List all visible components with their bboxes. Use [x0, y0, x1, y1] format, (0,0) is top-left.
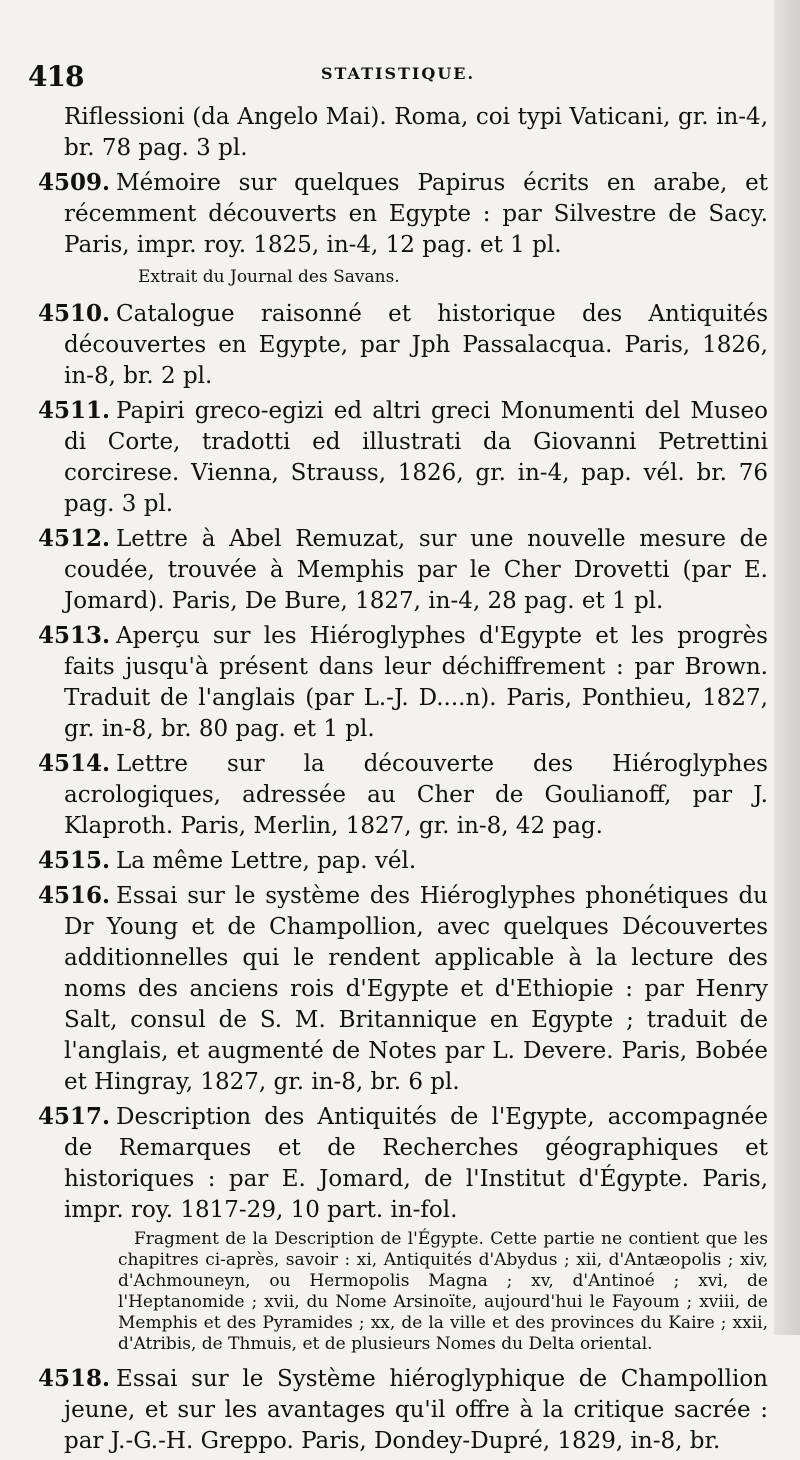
entry-continued — [28, 102, 768, 164]
entry-number: 4517. — [38, 1103, 111, 1130]
entry-text: Papiri greco-egizi ed altri greci Monumenti del Museo di Corte, tradotti ed illustrati da Giovanni Petrettini corcirese. Vienna, Strauss, 1826, gr. in-4, pap. vél. br. 76 pag. 3 pl. — [64, 398, 768, 517]
entry-text: Aperçu sur les Hiéroglyphes d'Egypte et les progrès faits jusqu'à présent dans leur déchiffrement : par Brown. Traduit de l'anglais (par L.-J. D....n). Paris, Ponthieu, 1827, gr. in-8, br. 80 pag. et 1 pl. — [64, 623, 768, 742]
entry-number: 4514. — [38, 750, 111, 777]
entry-4518 — [28, 1363, 768, 1457]
entry-4509 — [28, 167, 768, 261]
entry-4510 — [28, 298, 768, 392]
entry-number: 4509. — [38, 169, 111, 196]
entry-note: Extrait du Journal des Savans. — [138, 267, 400, 287]
entry-4517 — [28, 1101, 768, 1226]
entry-text: Lettre sur la découverte des Hiéroglyphes acrologiques, adressée au Cher de Goulianoff, par J. Klaproth. Paris, Merlin, 1827, gr. in-8, 42 pag. — [64, 751, 768, 839]
entry-text: Riflessioni (da Angelo Mai). Roma, coi typi Vaticani, gr. in-4, br. 78 pag. 3 pl. — [64, 104, 768, 161]
entry-number: 4510. — [38, 300, 111, 327]
entry-4514 — [28, 748, 768, 842]
entry-number: 4513. — [38, 622, 111, 649]
entry-4516 — [28, 880, 768, 1098]
entry-4513 — [28, 620, 768, 745]
book-page — [28, 50, 768, 1460]
entry-text: Lettre à Abel Remuzat, sur une nouvelle mesure de coudée, trouvée à Memphis par le Cher Drovetti (par E. Jomard). Paris, De Bure, 1827, in-4, 28 pag. et 1 pl. — [64, 526, 768, 614]
bibliography-entries — [28, 102, 768, 1457]
entry-number: 4516. — [38, 882, 111, 909]
entry-text: La même Lettre, pap. vél. — [116, 848, 417, 874]
entry-text: Catalogue raisonné et historique des Antiquités découvertes en Egypte, par Jph Passalacqua. Paris, 1826, in-8, br. 2 pl. — [64, 301, 768, 389]
scan-edge — [774, 0, 800, 1335]
entry-text: Essai sur le Système hiéroglyphique de Champollion jeune, et sur les avantages qu'il offre à la critique sacrée : par J.-G.-H. Greppo. Paris, Dondey-Dupré, 1829, in-8, br. — [64, 1366, 768, 1454]
entry-4515 — [28, 845, 768, 877]
running-title: STATISTIQUE. — [320, 64, 476, 83]
entry-text: Description des Antiquités de l'Egypte, accompagnée de Remarques et de Recherches géographiques et historiques : par E. Jomard, de l'Institut d'Égypte. Paris, impr. roy. 1817-29, 10 part. in-fol. — [64, 1104, 768, 1223]
page-header — [28, 50, 768, 96]
entry-number: 4518. — [38, 1365, 111, 1392]
entry-4512 — [28, 523, 768, 617]
entry-text: Mémoire sur quelques Papirus écrits en arabe, et récemment découverts en Egypte : par Silvestre de Sacy. Paris, impr. roy. 1825, in-4, 12 pag. et 1 pl. — [64, 170, 768, 258]
entry-number: 4512. — [38, 525, 111, 552]
entry-note: Fragment de la Description de l'Égypte. Cette partie ne contient que les chapitres ci-après, savoir : xi, Antiquités d'Abydus ; xii, d'Antæopolis ; xiv, d'Achmouneyn, ou Hermopolis Magna ; xv, d'Antinoé ; xvi, de l'Heptanomide ; xvii, du Nome Arsinoïte, aujourd'hui le Fayoum ; xviii, de Memphis et des Pyramides ; xx, de la ville et des provinces du Kaire ; xxii, d'Atribis, de Thmuis, et de plusieurs Nomes du Delta oriental. — [118, 1229, 768, 1354]
entry-4511 — [28, 395, 768, 520]
entry-number: 4511. — [38, 397, 111, 424]
entry-number: 4515. — [38, 847, 111, 874]
entry-text: Essai sur le système des Hiéroglyphes phonétiques du Dr Young et de Champollion, avec quelques Découvertes additionnelles qui le rendent applicable à la lecture des noms des anciens rois d'Egypte et d'Ethiopie : par Henry Salt, consul de S. M. Britannique en Egypte ; traduit de l'anglais, et augmenté de Notes par L. Devere. Paris, Bobée et Hingray, 1827, gr. in-8, br. 6 pl. — [64, 883, 768, 1095]
page-number: 418 — [28, 60, 84, 93]
